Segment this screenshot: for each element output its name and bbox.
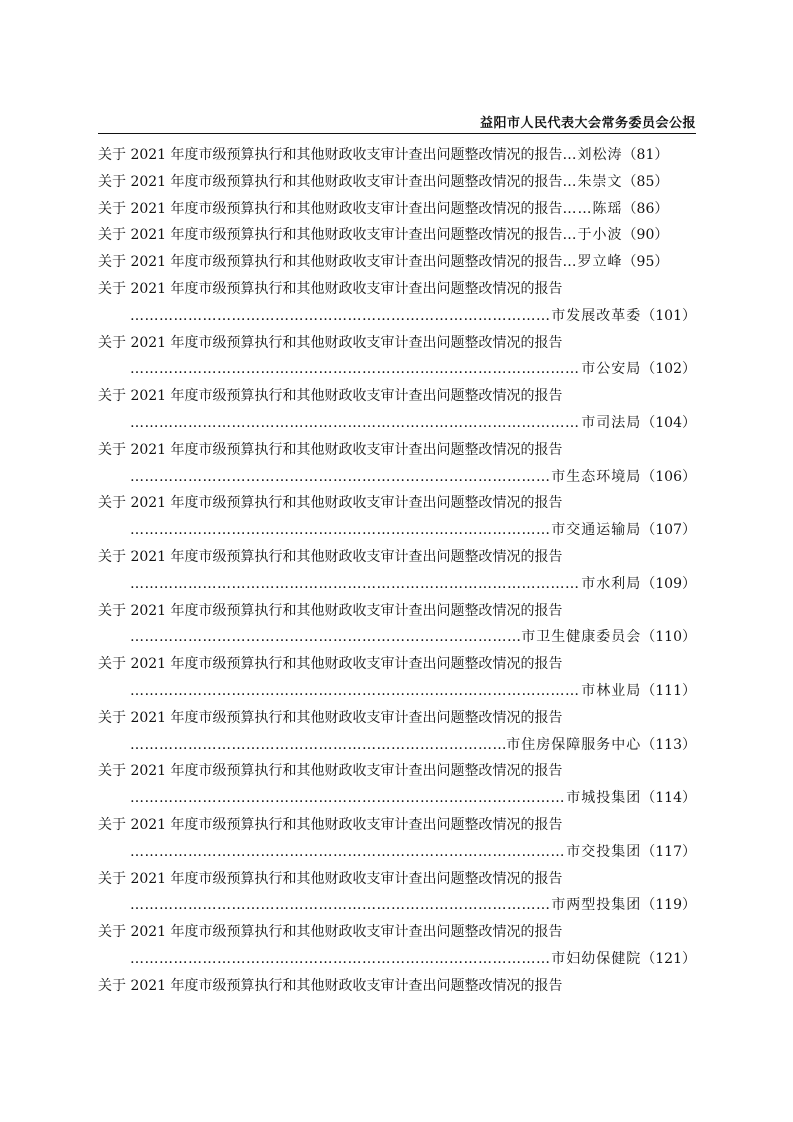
toc-entry-author: 市城投集团 [566,790,642,807]
toc-entry-page: （86） [622,200,669,217]
toc-entry-leader [130,517,551,544]
toc-entry-leader: … [562,147,578,163]
toc-entry-leader [130,785,566,812]
toc-entry-title: 关于 2021 年度市级预算执行和其他财政收支审计查出问题整改情况的报告 [98,441,563,458]
toc-entry-page: （81） [622,147,669,163]
toc-entry[interactable] [98,169,696,196]
toc-entry-page: （102） [641,361,696,378]
toc-entry[interactable] [98,705,696,759]
toc-entry-page: （109） [641,575,696,592]
toc-entry-title: 关于 2021 年度市级预算执行和其他财政收支审计查出问题整改情况的报告 [98,656,563,673]
toc-entry-leader: …… [562,200,593,217]
toc-entry[interactable] [98,490,696,544]
toc-entry-author: 朱崇文 [577,173,623,190]
toc-entry-page: （121） [641,950,696,967]
toc-entry-leader [130,732,506,759]
toc-entry-leader [130,571,581,598]
toc-entry-author: 刘松涛 [577,147,623,163]
toc-entry-title: 关于 2021 年度市级预算执行和其他财政收支审计查出问题整改情况的报告 [98,548,563,565]
toc-entry-page: （85） [622,173,669,190]
toc-entry-author: 罗立峰 [577,254,623,271]
toc-entry[interactable] [98,544,696,598]
toc-entry-leader [130,946,551,973]
toc-entry-leader [130,624,521,651]
toc-entry-page: （119） [641,897,696,914]
toc-entry-author: 市住房保障服务中心 [506,736,642,753]
toc-entry-author: 市公安局 [581,361,642,378]
toc-entry-title: 关于 2021 年度市级预算执行和其他财政收支审计查出问题整改情况的报告 [98,173,563,190]
toc-entry-title: 关于 2021 年度市级预算执行和其他财政收支审计查出问题整改情况的报告 [98,280,563,297]
toc-entry-page: （111） [641,682,696,699]
toc-entry-leader [130,464,551,491]
toc-entry-title: 关于 2021 年度市级预算执行和其他财政收支审计查出问题整改情况的报告 [98,763,563,780]
toc-entry-title: 关于 2021 年度市级预算执行和其他财政收支审计查出问题整改情况的报告 [98,147,563,163]
toc-entry-leader: … [562,227,578,244]
toc-entry-leader [130,678,581,705]
toc-entry[interactable] [98,651,696,705]
toc-entry-author: 市司法局 [581,414,642,431]
toc-entry-leader: … [562,254,578,271]
toc-entry-author: 市两型投集团 [551,897,642,914]
toc-entry-page: （106） [641,468,696,485]
toc-entry-leader [130,892,551,919]
toc-entry-author: 市妇幼保健院 [551,950,642,967]
toc-entry[interactable] [98,383,696,437]
toc-entry[interactable] [98,276,696,330]
toc-entry[interactable] [98,598,696,652]
toc-entry[interactable] [98,973,696,1000]
toc-entry-leader [130,839,566,866]
toc-entry[interactable] [98,196,696,223]
toc-entry[interactable] [98,812,696,866]
toc-entry-title: 关于 2021 年度市级预算执行和其他财政收支审计查出问题整改情况的报告 [98,254,563,271]
toc-entry-page: （110） [641,629,696,646]
toc-entry-leader [130,356,581,383]
toc-entry-leader [130,410,581,437]
bulletin-header-title: 益阳市人民代表大会常务委员会公报 [479,116,696,131]
toc-entry-title: 关于 2021 年度市级预算执行和其他财政收支审计查出问题整改情况的报告 [98,924,563,941]
toc-entry-author: 市发展改革委 [551,307,642,324]
toc-entry-title: 关于 2021 年度市级预算执行和其他财政收支审计查出问题整改情况的报告 [98,816,563,833]
toc-entry-author: 陈瑶 [592,200,623,217]
toc-entry-page: （114） [641,790,696,807]
toc-entry[interactable] [98,142,696,169]
toc-entry[interactable] [98,758,696,812]
toc-entry[interactable] [98,222,696,249]
toc-entry-title: 关于 2021 年度市级预算执行和其他财政收支审计查出问题整改情况的报告 [98,709,563,726]
toc-entry-leader: … [562,173,578,190]
toc-entry-page: （104） [641,414,696,431]
toc-entry[interactable] [98,330,696,384]
toc-entry-title: 关于 2021 年度市级预算执行和其他财政收支审计查出问题整改情况的报告 [98,200,563,217]
toc-entry[interactable] [98,866,696,920]
toc-entry-page: （113） [641,736,696,753]
toc-entry-page: （117） [641,843,696,860]
toc-entry-title: 关于 2021 年度市级预算执行和其他财政收支审计查出问题整改情况的报告 [98,870,563,887]
toc-entry-author: 市交投集团 [566,843,642,860]
toc-entry-title: 关于 2021 年度市级预算执行和其他财政收支审计查出问题整改情况的报告 [98,227,563,244]
toc-entry-page: （107） [641,522,696,539]
toc-entry[interactable] [98,437,696,491]
header-divider [98,133,696,134]
toc-entry-page: （101） [641,307,696,324]
toc-entry-title: 关于 2021 年度市级预算执行和其他财政收支审计查出问题整改情况的报告 [98,977,563,994]
toc-entry-page: （95） [622,254,669,271]
toc-entry-author: 市水利局 [581,575,642,592]
table-of-contents [98,142,696,1000]
toc-entry-title: 关于 2021 年度市级预算执行和其他财政收支审计查出问题整改情况的报告 [98,602,563,619]
toc-entry-author: 市卫生健康委员会 [521,629,642,646]
toc-entry-author: 市交通运输局 [551,522,642,539]
toc-entry-author: 于小波 [577,227,623,244]
toc-entry[interactable] [98,919,696,973]
toc-entry-title: 关于 2021 年度市级预算执行和其他财政收支审计查出问题整改情况的报告 [98,334,563,351]
toc-entry[interactable] [98,249,696,276]
toc-entry-title: 关于 2021 年度市级预算执行和其他财政收支审计查出问题整改情况的报告 [98,388,563,405]
toc-entry-leader [130,303,551,330]
toc-entry-author: 市林业局 [581,682,642,699]
toc-entry-page: （90） [622,227,669,244]
toc-entry-title: 关于 2021 年度市级预算执行和其他财政收支审计查出问题整改情况的报告 [98,495,563,512]
toc-entry-author: 市生态环境局 [551,468,642,485]
